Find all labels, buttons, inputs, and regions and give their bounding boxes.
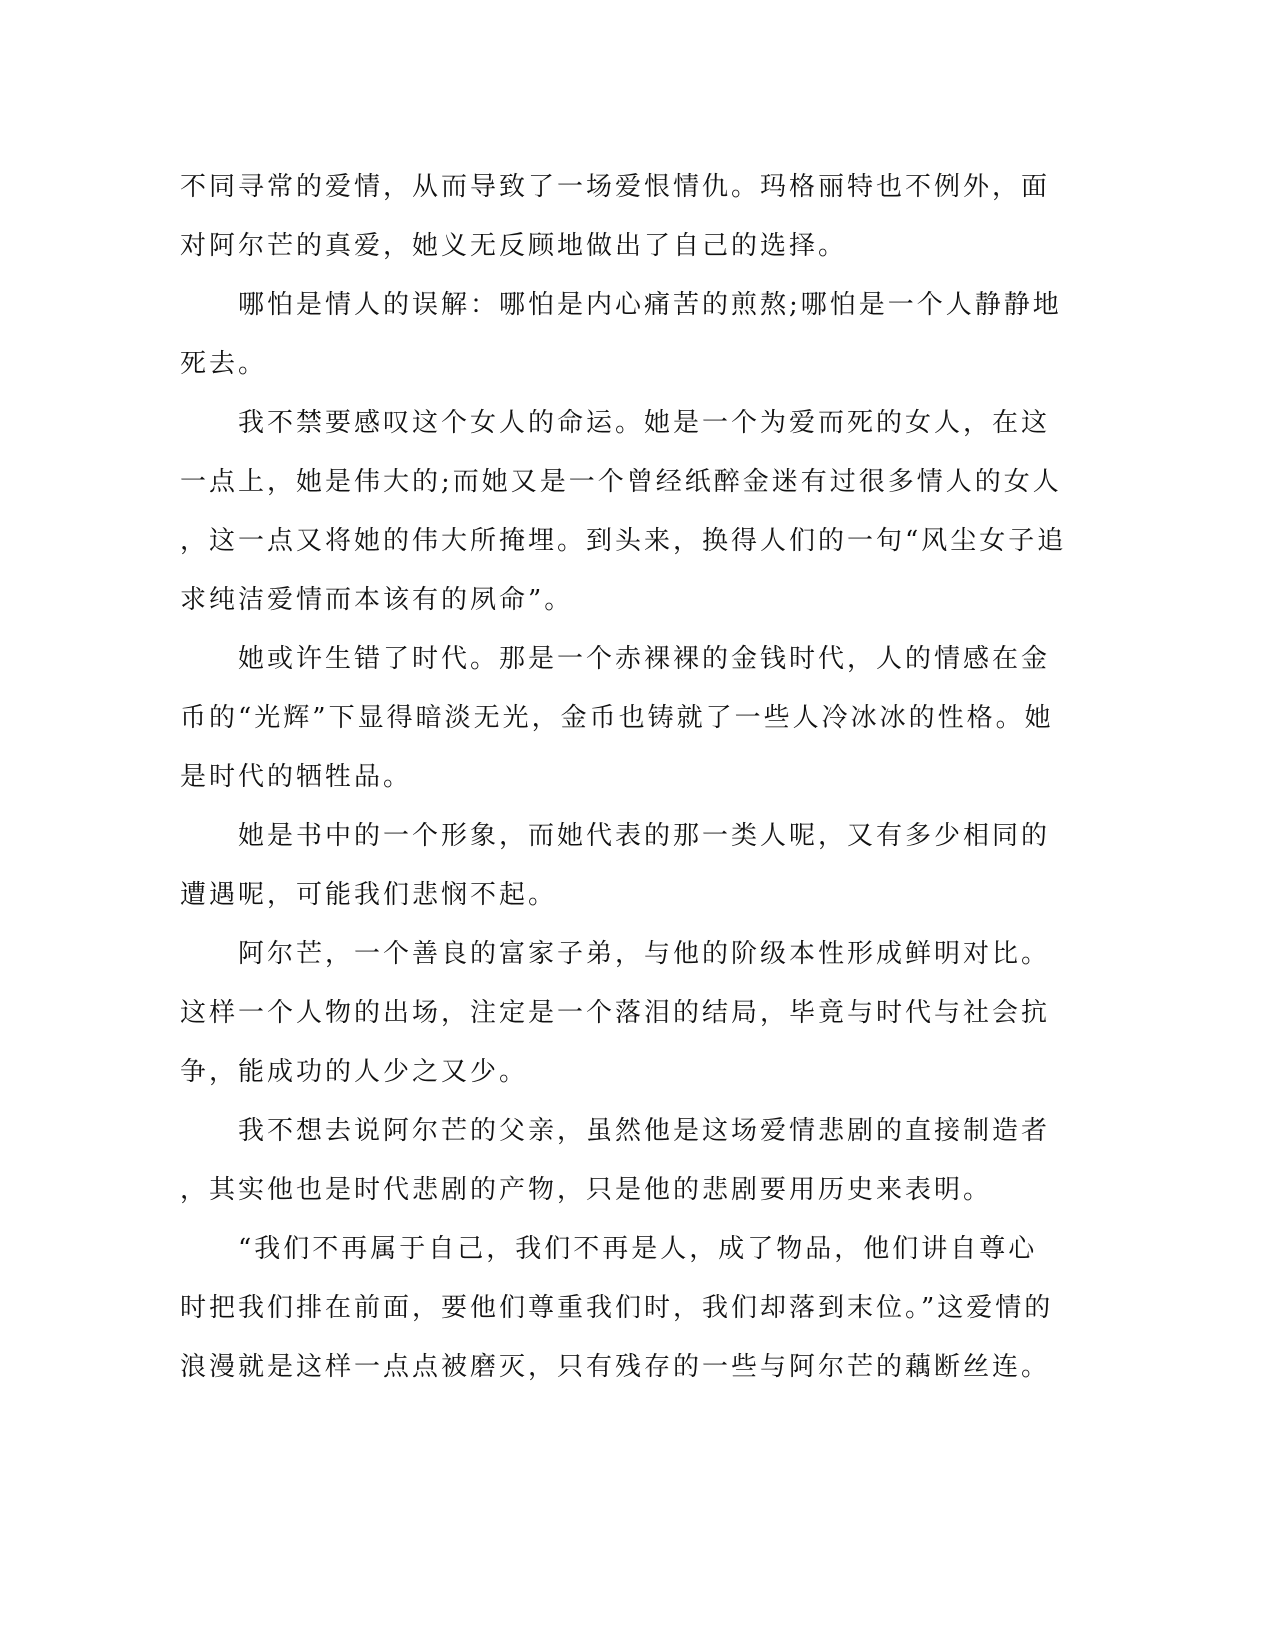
text-line: 求纯洁爱情而本该有的夙命”。: [180, 585, 574, 615]
text-line: “我们不再属于自己，我们不再是人，成了物品，他们讲自尊心: [180, 1234, 1038, 1264]
body-text: [180, 158, 1067, 1397]
text-line: 遭遇呢，可能我们悲悯不起。: [180, 880, 558, 910]
text-line: 她或许生错了时代。那是一个赤裸裸的金钱时代，人的情感在金: [180, 644, 1051, 674]
text-line: 不同寻常的爱情，从而导致了一场爱恨情仇。玛格丽特也不例外，面: [180, 172, 1051, 202]
text-line: 我不禁要感叹这个女人的命运。她是一个为爱而死的女人，在这: [180, 408, 1051, 438]
text-line: 争，能成功的人少之又少。: [180, 1057, 529, 1087]
text-line: 币的“光辉”下显得暗淡无光，金币也铸就了一些人冷冰冰的性格。她: [180, 703, 1054, 733]
text-line: 浪漫就是这样一点点被磨灭，只有残存的一些与阿尔芒的藕断丝连。: [180, 1352, 1051, 1382]
text-line: 我不想去说阿尔芒的父亲，虽然他是这场爱情悲剧的直接制造者: [180, 1116, 1051, 1146]
text-line: 这样一个人物的出场，注定是一个落泪的结局，毕竟与时代与社会抗: [180, 998, 1051, 1028]
text-line: 对阿尔芒的真爱，她义无反顾地做出了自己的选择。: [180, 231, 848, 261]
text-line: ，其实他也是时代悲剧的产物，只是他的悲剧要用历史来表明。: [180, 1175, 993, 1205]
text-line: 时把我们排在前面，要他们尊重我们时，我们却落到末位。”这爱情的: [180, 1293, 1054, 1323]
text-line: 是时代的牺牲品。: [180, 762, 413, 792]
text-line: 阿尔芒，一个善良的富家子弟，与他的阶级本性形成鲜明对比。: [180, 939, 1051, 969]
text-line: ，这一点又将她的伟大所掩埋。到头来，换得人们的一句“风尘女子追: [180, 526, 1067, 556]
text-line: 一点上，她是伟大的;而她又是一个曾经纸醉金迷有过很多情人的女人: [180, 467, 1062, 497]
text-line: 她是书中的一个形象，而她代表的那一类人呢，又有多少相同的: [180, 821, 1051, 851]
text-line: 死去。: [180, 349, 268, 379]
text-line: 哪怕是情人的误解：哪怕是内心痛苦的煎熬;哪怕是一个人静静地: [180, 290, 1062, 320]
